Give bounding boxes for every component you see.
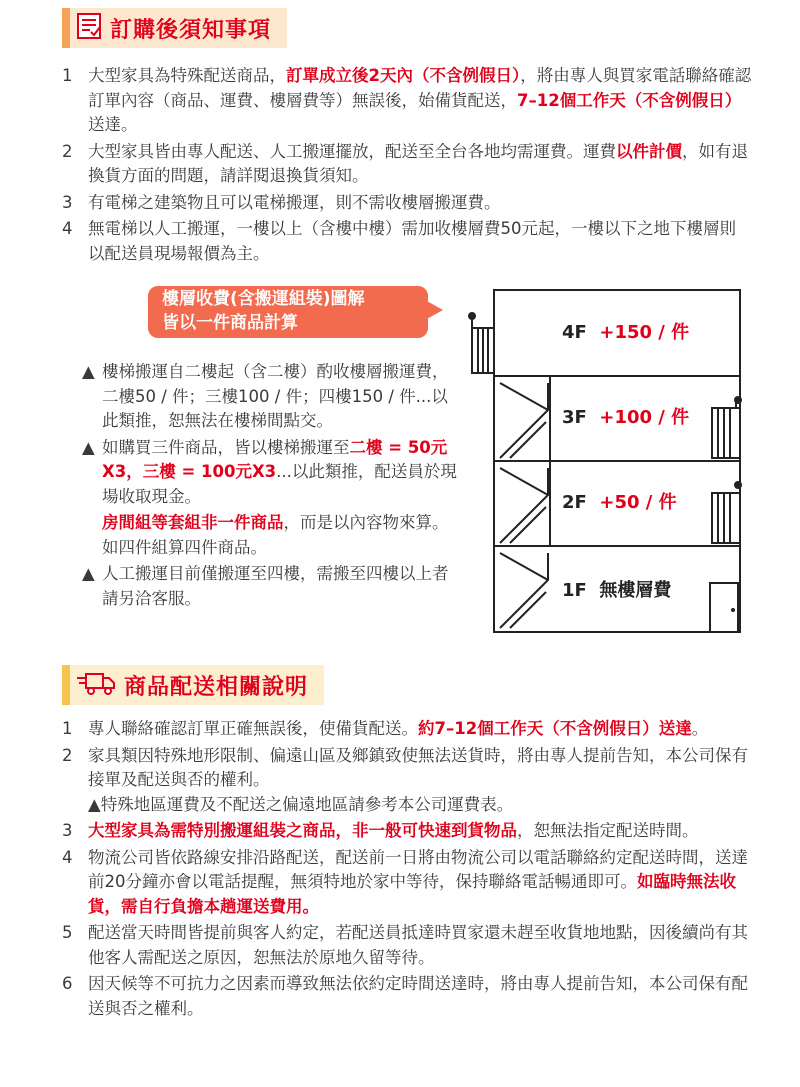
highlight-text: 約7–12個工作天（不含例假日）送達 — [418, 719, 692, 738]
highlight-text: 如臨時無法收貨，需自行負擔本趟運送費用。 — [88, 872, 736, 916]
section1-title: 訂購後須知事項 — [110, 17, 272, 43]
item-number: 1 — [62, 719, 73, 738]
highlight-text: 7–12個工作天（不含例假日） — [517, 90, 742, 110]
triangle-bullet-icon: ▲ — [82, 437, 95, 457]
item-number: 2 — [62, 745, 73, 765]
fee-note-text — [102, 562, 457, 611]
item-text — [88, 140, 752, 189]
triangle-bullet-icon: ▲ — [82, 362, 95, 381]
callout-tail — [425, 300, 443, 320]
body-text: 物流公司皆依路線安排沿路配送，配送前一日將由物流公司以電話聯絡約定配送時間，送達前20分鐘亦會以電話提醒，無須特地於家中等待，保持聯絡電話暢通即可。 — [88, 847, 748, 891]
floor-1f-name: 1F — [562, 580, 587, 601]
floor-4f-name: 4F — [562, 322, 587, 343]
list-item — [62, 744, 752, 818]
highlight-text: 二樓 = 50元X3，三樓 = 100元X3 — [102, 437, 448, 481]
floor-fee-notes — [82, 360, 457, 613]
floor-3f-label — [562, 403, 689, 429]
item-text — [88, 846, 752, 920]
body-text: 因天候等不可抗力之因素而導致無法依約定時間送達時，將由專人提前告知，本公司保有配送與否之權利。 — [88, 974, 748, 1018]
triangle-bullet-icon: ▲ — [82, 564, 95, 583]
list-item — [62, 64, 752, 138]
list-item — [62, 972, 752, 1021]
body-text: ，而是以內容物來算。如四件組算四件商品。 — [102, 513, 449, 557]
floor-2f-name: 2F — [562, 492, 587, 513]
floor-2f-price: +50 / 件 — [599, 492, 677, 513]
highlight-text: 大型家具為需特別搬運組裝之商品，非一般可快速到貨物品 — [88, 821, 517, 840]
body-text: 家具類因特殊地形限制、偏遠山區及鄉鎮致使無法送貨時，將由專人提前告知，本公司保有接單及配送與否的權利。 — [88, 745, 748, 789]
list-item — [62, 717, 752, 742]
fee-note-text — [102, 511, 457, 560]
section2-title: 商品配送相關說明 — [124, 674, 309, 700]
floor-4f-label — [562, 318, 689, 344]
highlight-text: 訂單成立後2天內（不含例假日） — [286, 66, 521, 85]
list-item — [62, 846, 752, 920]
body-text: 大型家具皆由專人配送、人工搬運擺放，配送至全台各地均需運費。運費 — [88, 141, 616, 161]
list-item — [62, 191, 752, 216]
section2-header — [62, 665, 324, 705]
item-number: 4 — [62, 847, 73, 867]
list-item — [62, 921, 752, 970]
floor-2f-label — [562, 488, 677, 514]
item-text — [88, 717, 752, 742]
triangle-bullet-icon — [82, 511, 102, 560]
floor-3f-price: +100 / 件 — [599, 407, 690, 428]
fee-note-text — [102, 360, 457, 434]
body-text: 送達。 — [88, 115, 138, 134]
floor-4f-price: +150 / 件 — [599, 322, 690, 343]
item-text — [88, 744, 752, 818]
list-item — [62, 140, 752, 189]
floor-1f-price: 無樓層費 — [599, 580, 672, 601]
section1-header — [62, 8, 287, 48]
item-subnote: ▲特殊地區運費及不配送之偏遠地區請參考本公司運費表。 — [88, 794, 514, 814]
body-text: 有電梯之建築物且可以電梯搬運，則不需收樓層搬運費。 — [88, 192, 501, 212]
item-text — [88, 217, 752, 266]
body-text: ，將由專人與買家電話聯絡確認訂單內容（商品、運費、樓層費等）無誤後，始備貨配送， — [88, 66, 752, 110]
body-text: ，恕無法指定配送時間。 — [517, 821, 699, 840]
fee-note — [82, 562, 457, 611]
item-text — [88, 64, 752, 138]
highlight-text: 以件計價 — [616, 141, 682, 161]
item-number: 3 — [62, 192, 73, 212]
fee-note — [82, 436, 457, 510]
body-text: ，如有退換貨方面的問題，請詳閱退換貨須知。 — [88, 141, 748, 185]
list-item — [62, 819, 752, 844]
item-text — [88, 191, 752, 216]
callout-line2: 皆以一件商品計算 — [162, 313, 298, 333]
fee-note — [82, 360, 457, 434]
item-number: 1 — [62, 66, 73, 85]
item-number: 6 — [62, 974, 73, 993]
delivery-truck-icon — [76, 670, 116, 700]
floor-1f-label — [562, 576, 671, 602]
callout-line1: 樓層收費(含搬運組裝)圖解 — [162, 289, 365, 309]
body-text: 配送當天時間皆提前與客人約定，若配送員抵達時買家還未趕至收貨地地點，因後續尚有其他客人需配送之原因，恕無法於原地久留等待。 — [88, 923, 748, 967]
item-number: 3 — [62, 821, 73, 840]
fee-note-text — [102, 436, 457, 510]
item-text — [88, 972, 752, 1021]
body-text: 大型家具為特殊配送商品， — [88, 66, 286, 85]
item-text — [88, 819, 752, 844]
body-text: 無電梯以人工搬運，一樓以上（含樓中樓）需加收樓層費50元起，一樓以下之地下樓層則以配送員現場報價為主。 — [88, 219, 736, 263]
body-text: 樓梯搬運自二樓起（含二樓）酌收樓層搬運費，二樓50 / 件；三樓100 / 件；四樓150 / 件...以此類推，恕無法在樓梯間點交。 — [102, 362, 449, 430]
checklist-icon — [76, 12, 102, 44]
list-item — [62, 217, 752, 266]
floor-fee-callout — [148, 286, 428, 338]
fee-note — [82, 511, 457, 560]
body-text: 人工搬運目前僅搬運至四樓，需搬至四樓以上者請另洽客服。 — [102, 564, 449, 608]
body-text: ...以此類推，配送員於現場收取現金。 — [102, 462, 457, 506]
item-number: 2 — [62, 141, 73, 161]
item-number: 5 — [62, 923, 73, 942]
body-text: 專人聯絡確認訂單正確無誤後，使備貨配送。 — [88, 719, 418, 738]
floor-3f-name: 3F — [562, 407, 587, 428]
highlight-text: 房間組等套組非一件商品 — [102, 513, 284, 532]
section1-list — [62, 64, 752, 268]
body-text: 如購買三件商品，皆以樓梯搬運至 — [102, 437, 350, 457]
item-text — [88, 921, 752, 970]
item-number: 4 — [62, 219, 73, 238]
section2-list — [62, 717, 752, 1023]
body-text: 。 — [691, 719, 709, 738]
